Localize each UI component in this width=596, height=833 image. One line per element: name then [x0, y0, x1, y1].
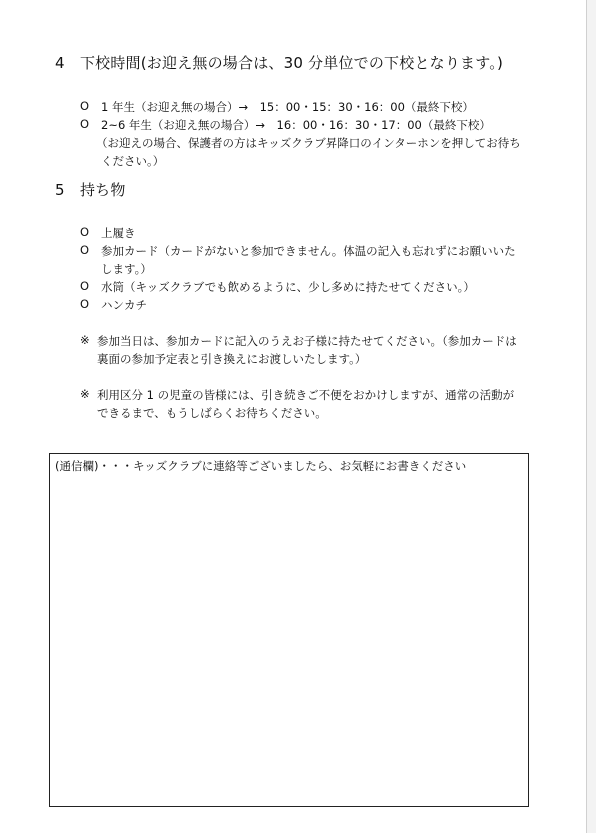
communication-box[interactable] — [49, 453, 529, 807]
note1-line1: 参加当日は、参加カードに記入のうえお子様に持たせてください。（参加カードは — [97, 334, 517, 348]
bullet-marker: O — [80, 225, 90, 239]
note1-line2: 裏面の参加予定表と引き換えにお渡しいたします。） — [97, 352, 367, 366]
bullet-marker: O — [80, 117, 90, 131]
item-water-bottle: 水筒（キッズクラブでも飲めるように、少し多めに持たせてください。） — [101, 280, 475, 294]
bullet-marker: O — [80, 279, 90, 293]
pickup-note-line2: ください。） — [101, 154, 165, 168]
pickup-note-line1: （お迎えの場合、保護者の方はキッズクラブ昇降口のインターホンを押してお待ち — [96, 136, 521, 150]
note2-line2: できるまで、もうしばらくお待ちください。 — [97, 406, 327, 420]
note2-line1: 利用区分 1 の児童の皆様には、引き続きご不便をおかけしますが、通常の活動が — [97, 388, 515, 402]
item-indoor-shoes: 上履き — [101, 226, 136, 240]
page-edge — [586, 0, 596, 833]
communication-label: (通信欄)・・・キッズクラブに連絡等ございましたら、お気軽にお書きください — [55, 459, 467, 473]
bullet-marker: O — [80, 297, 90, 311]
dismissal-time-grade2-6: 2~6 年生（お迎え無の場合）→ 16：00・16：30・17：00（最終下校） — [101, 118, 491, 132]
section4-heading: 4 下校時間(お迎え無の場合は、30 分単位での下校となります。) — [55, 54, 504, 72]
section5-heading: 5 持ち物 — [55, 181, 126, 199]
bullet-marker: O — [80, 243, 90, 257]
note-mark: ※ — [80, 387, 90, 401]
item-participation-card: 参加カード（カードがないと参加できません。体温の記入も忘れずにお願いいた — [101, 244, 516, 258]
item-handkerchief: ハンカチ — [101, 298, 147, 312]
note-mark: ※ — [80, 333, 90, 347]
dismissal-time-grade1: 1 年生（お迎え無の場合）→ 15：00・15：30・16：00（最終下校） — [101, 100, 474, 114]
item-participation-card-cont: します。） — [101, 262, 152, 276]
bullet-marker: O — [80, 99, 90, 113]
